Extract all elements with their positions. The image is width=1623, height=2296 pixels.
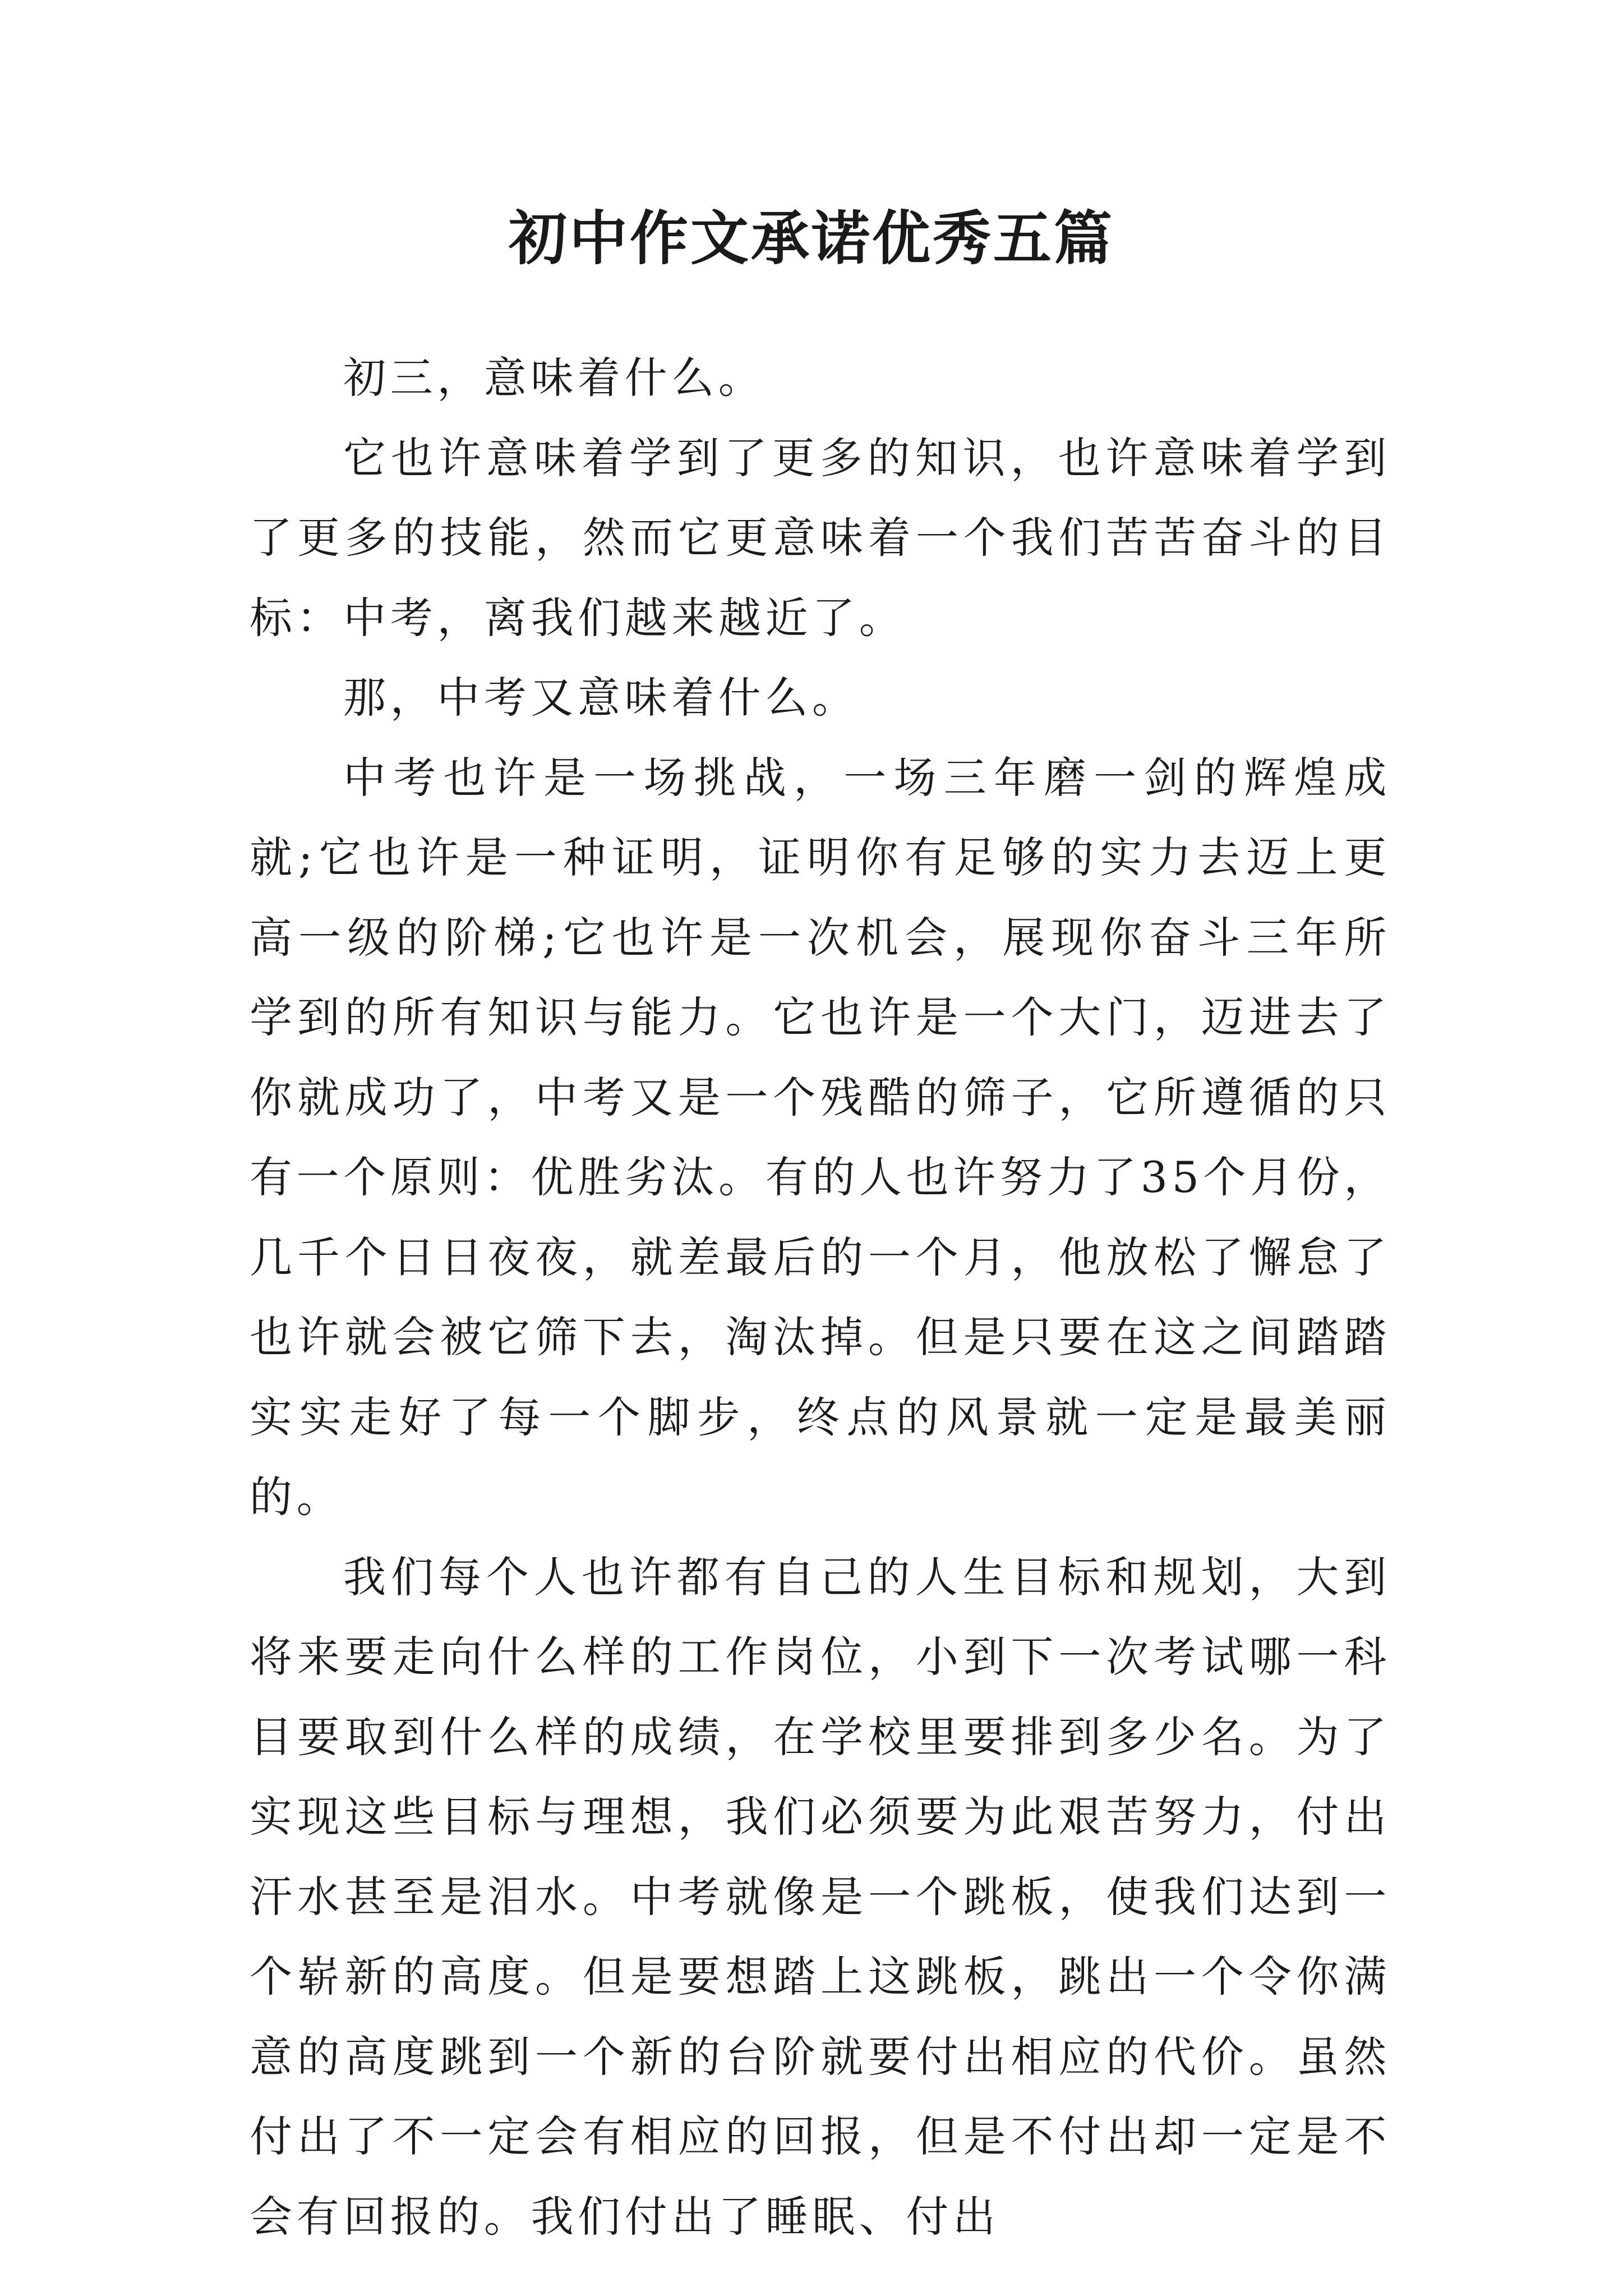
document-body <box>250 338 1391 2257</box>
paragraph: 初三，意味着什么。 <box>343 353 766 403</box>
paragraph: 那，中考又意味着什么。 <box>343 673 859 723</box>
document-title: 初中作文承诺优秀五篇 <box>508 204 1114 273</box>
paragraph: 它也许意味着学到了更多的知识，也许意味着学到了更多的技能，然而它更意味着一个我们苦苦奋斗的目标：中考，离我们越来越近了。 <box>250 432 1391 643</box>
paragraph: 我们每个人也许都有自己的人生目标和规划，大到将来要走向什么样的工作岗位，小到下一次考试哪一科目要取到什么样的成绩，在学校里要排到多少名。为了实现这些目标与理想，我们必须要为此艰苦努力，付出汗水甚至是泪水。中考就像是一个跳板，使我们达到一个崭新的高度。但是要想踏上这跳板，跳出一个令你满意的高度跳到一个新的台阶就要付出相应的代价。虽然付出了不一定会有相应的回报，但是不付出却一定是不会有回报的。我们付出了睡眠、付出 <box>250 1552 1391 2242</box>
paragraph: 中考也许是一场挑战，一场三年磨一剑的辉煌成就;它也许是一种证明，证明你有足够的实力去迈上更高一级的阶梯;它也许是一次机会，展现你奋斗三年所学到的所有知识与能力。它也许是一个大门，迈进去了你就成功了，中考又是一个残酷的筛子，它所遵循的只有一个原则：优胜劣汰。有的人也许努力了35个月份，几千个日日夜夜，就差最后的一个月，他放松了懈怠了也许就会被它筛下去，淘汰掉。但是只要在这之间踏踏实实走好了每一个脚步，终点的风景就一定是最美丽的。 <box>250 752 1391 1522</box>
